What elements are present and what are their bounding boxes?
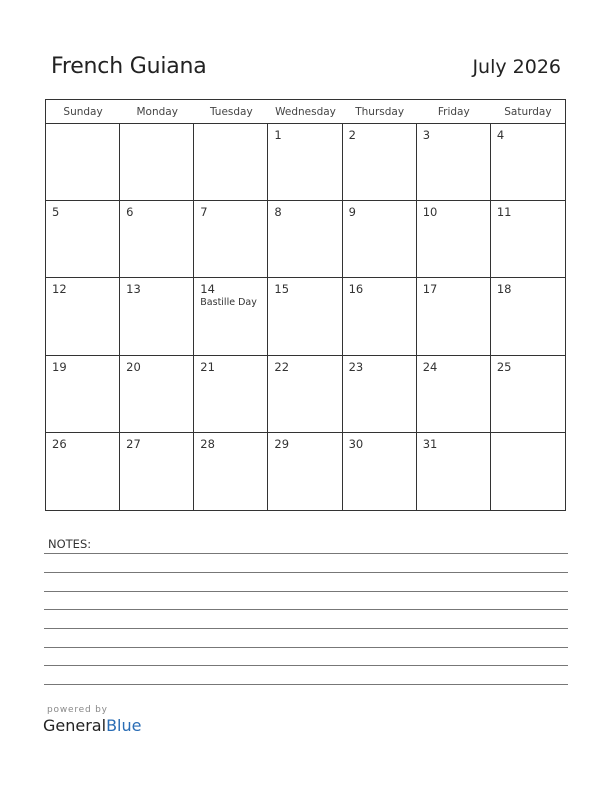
day-number: 18: [496, 282, 512, 297]
calendar-day-cell: [120, 124, 194, 201]
day-number: 9: [348, 205, 356, 220]
day-number: 23: [348, 359, 364, 374]
calendar-day-cell: [343, 201, 417, 278]
calendar-day-cell: [343, 433, 417, 510]
calendar-day-cell: [120, 201, 194, 278]
calendar-day-cell: [417, 433, 491, 510]
calendar-day-cell: [194, 356, 268, 433]
generalblue-logo[interactable]: [43, 716, 141, 735]
day-number: 17: [422, 282, 438, 297]
brand-blue: Blue: [106, 716, 142, 735]
day-number: 2: [348, 128, 356, 142]
calendar-day-cell: [268, 124, 342, 201]
calendar-day-cell: [268, 356, 342, 433]
day-number: 11: [496, 205, 512, 220]
calendar-day-cell: [194, 124, 268, 201]
day-number: 27: [126, 436, 141, 451]
notes-line: [44, 609, 568, 610]
notes-line: [44, 591, 568, 592]
calendar-day-cell: [268, 201, 342, 278]
calendar-day-cell: [343, 124, 417, 201]
day-number: 26: [52, 436, 67, 451]
calendar-day-cell: [417, 278, 491, 355]
calendar-day-cell: [46, 356, 120, 433]
calendar-day-cell: [194, 433, 268, 510]
calendar-day-cell: [417, 356, 491, 433]
notes-label: NOTES:: [48, 537, 92, 551]
weekday-header: Saturday: [491, 100, 565, 124]
day-number: 31: [422, 436, 438, 451]
notes-line: [44, 553, 568, 554]
weekday-header: Thursday: [343, 100, 417, 124]
day-number: 7: [200, 205, 208, 220]
day-number: 13: [126, 282, 141, 297]
calendar-grid: [45, 99, 566, 511]
notes-line: [44, 572, 568, 573]
weekday-header: Friday: [417, 100, 491, 124]
weekday-header: Sunday: [46, 100, 120, 124]
notes-line: [44, 665, 568, 666]
calendar-day-cell: [194, 201, 268, 278]
notes-line: [44, 628, 568, 629]
calendar-day-cell: [194, 278, 268, 355]
day-number: 21: [200, 359, 215, 374]
calendar-day-cell: [491, 201, 565, 278]
day-number: 16: [348, 282, 364, 297]
day-number: 6: [126, 205, 134, 220]
calendar-country-title: French Guiana: [51, 54, 207, 79]
calendar-day-cell: [120, 356, 194, 433]
calendar-day-cell: [343, 356, 417, 433]
day-number: 19: [52, 359, 67, 374]
day-number: 29: [274, 436, 290, 451]
calendar-day-cell: [46, 433, 120, 510]
weekday-header: Wednesday: [268, 100, 342, 124]
day-number: 14: [200, 282, 215, 297]
calendar-month-year: July 2026: [472, 56, 561, 78]
calendar-day-cell: [46, 278, 120, 355]
brand-general: General: [43, 716, 107, 735]
day-number: 12: [52, 282, 67, 297]
day-number: 15: [274, 282, 290, 297]
powered-by-text: powered by: [47, 705, 108, 715]
calendar-day-cell: [46, 124, 120, 201]
notes-line: [44, 684, 568, 685]
day-number: 28: [200, 436, 215, 451]
calendar-day-cell: [491, 278, 565, 355]
day-number: 24: [422, 359, 438, 374]
day-number: 30: [348, 436, 364, 451]
calendar-day-cell: [343, 278, 417, 355]
calendar-day-cell: [491, 124, 565, 201]
notes-line: [44, 647, 568, 648]
day-number: 1: [274, 128, 282, 142]
weekday-header: Tuesday: [194, 100, 268, 124]
calendar-day-cell: [120, 278, 194, 355]
calendar-day-cell: [417, 124, 491, 201]
day-number: 22: [274, 359, 290, 374]
calendar-day-cell: [46, 201, 120, 278]
calendar-day-cell: [491, 433, 565, 510]
day-number: 5: [52, 205, 60, 220]
calendar-day-cell: [491, 356, 565, 433]
day-number: 8: [274, 205, 282, 220]
day-number: 25: [496, 359, 512, 374]
day-number: 4: [496, 128, 505, 142]
calendar-day-cell: [268, 278, 342, 355]
calendar-day-cell: [120, 433, 194, 510]
day-number: 3: [422, 128, 431, 142]
holiday-label: Bastille Day: [200, 297, 257, 309]
day-number: 20: [126, 359, 141, 374]
day-number: 10: [422, 205, 438, 220]
calendar-day-cell: [268, 433, 342, 510]
weekday-header: Monday: [120, 100, 194, 124]
calendar-day-cell: [417, 201, 491, 278]
